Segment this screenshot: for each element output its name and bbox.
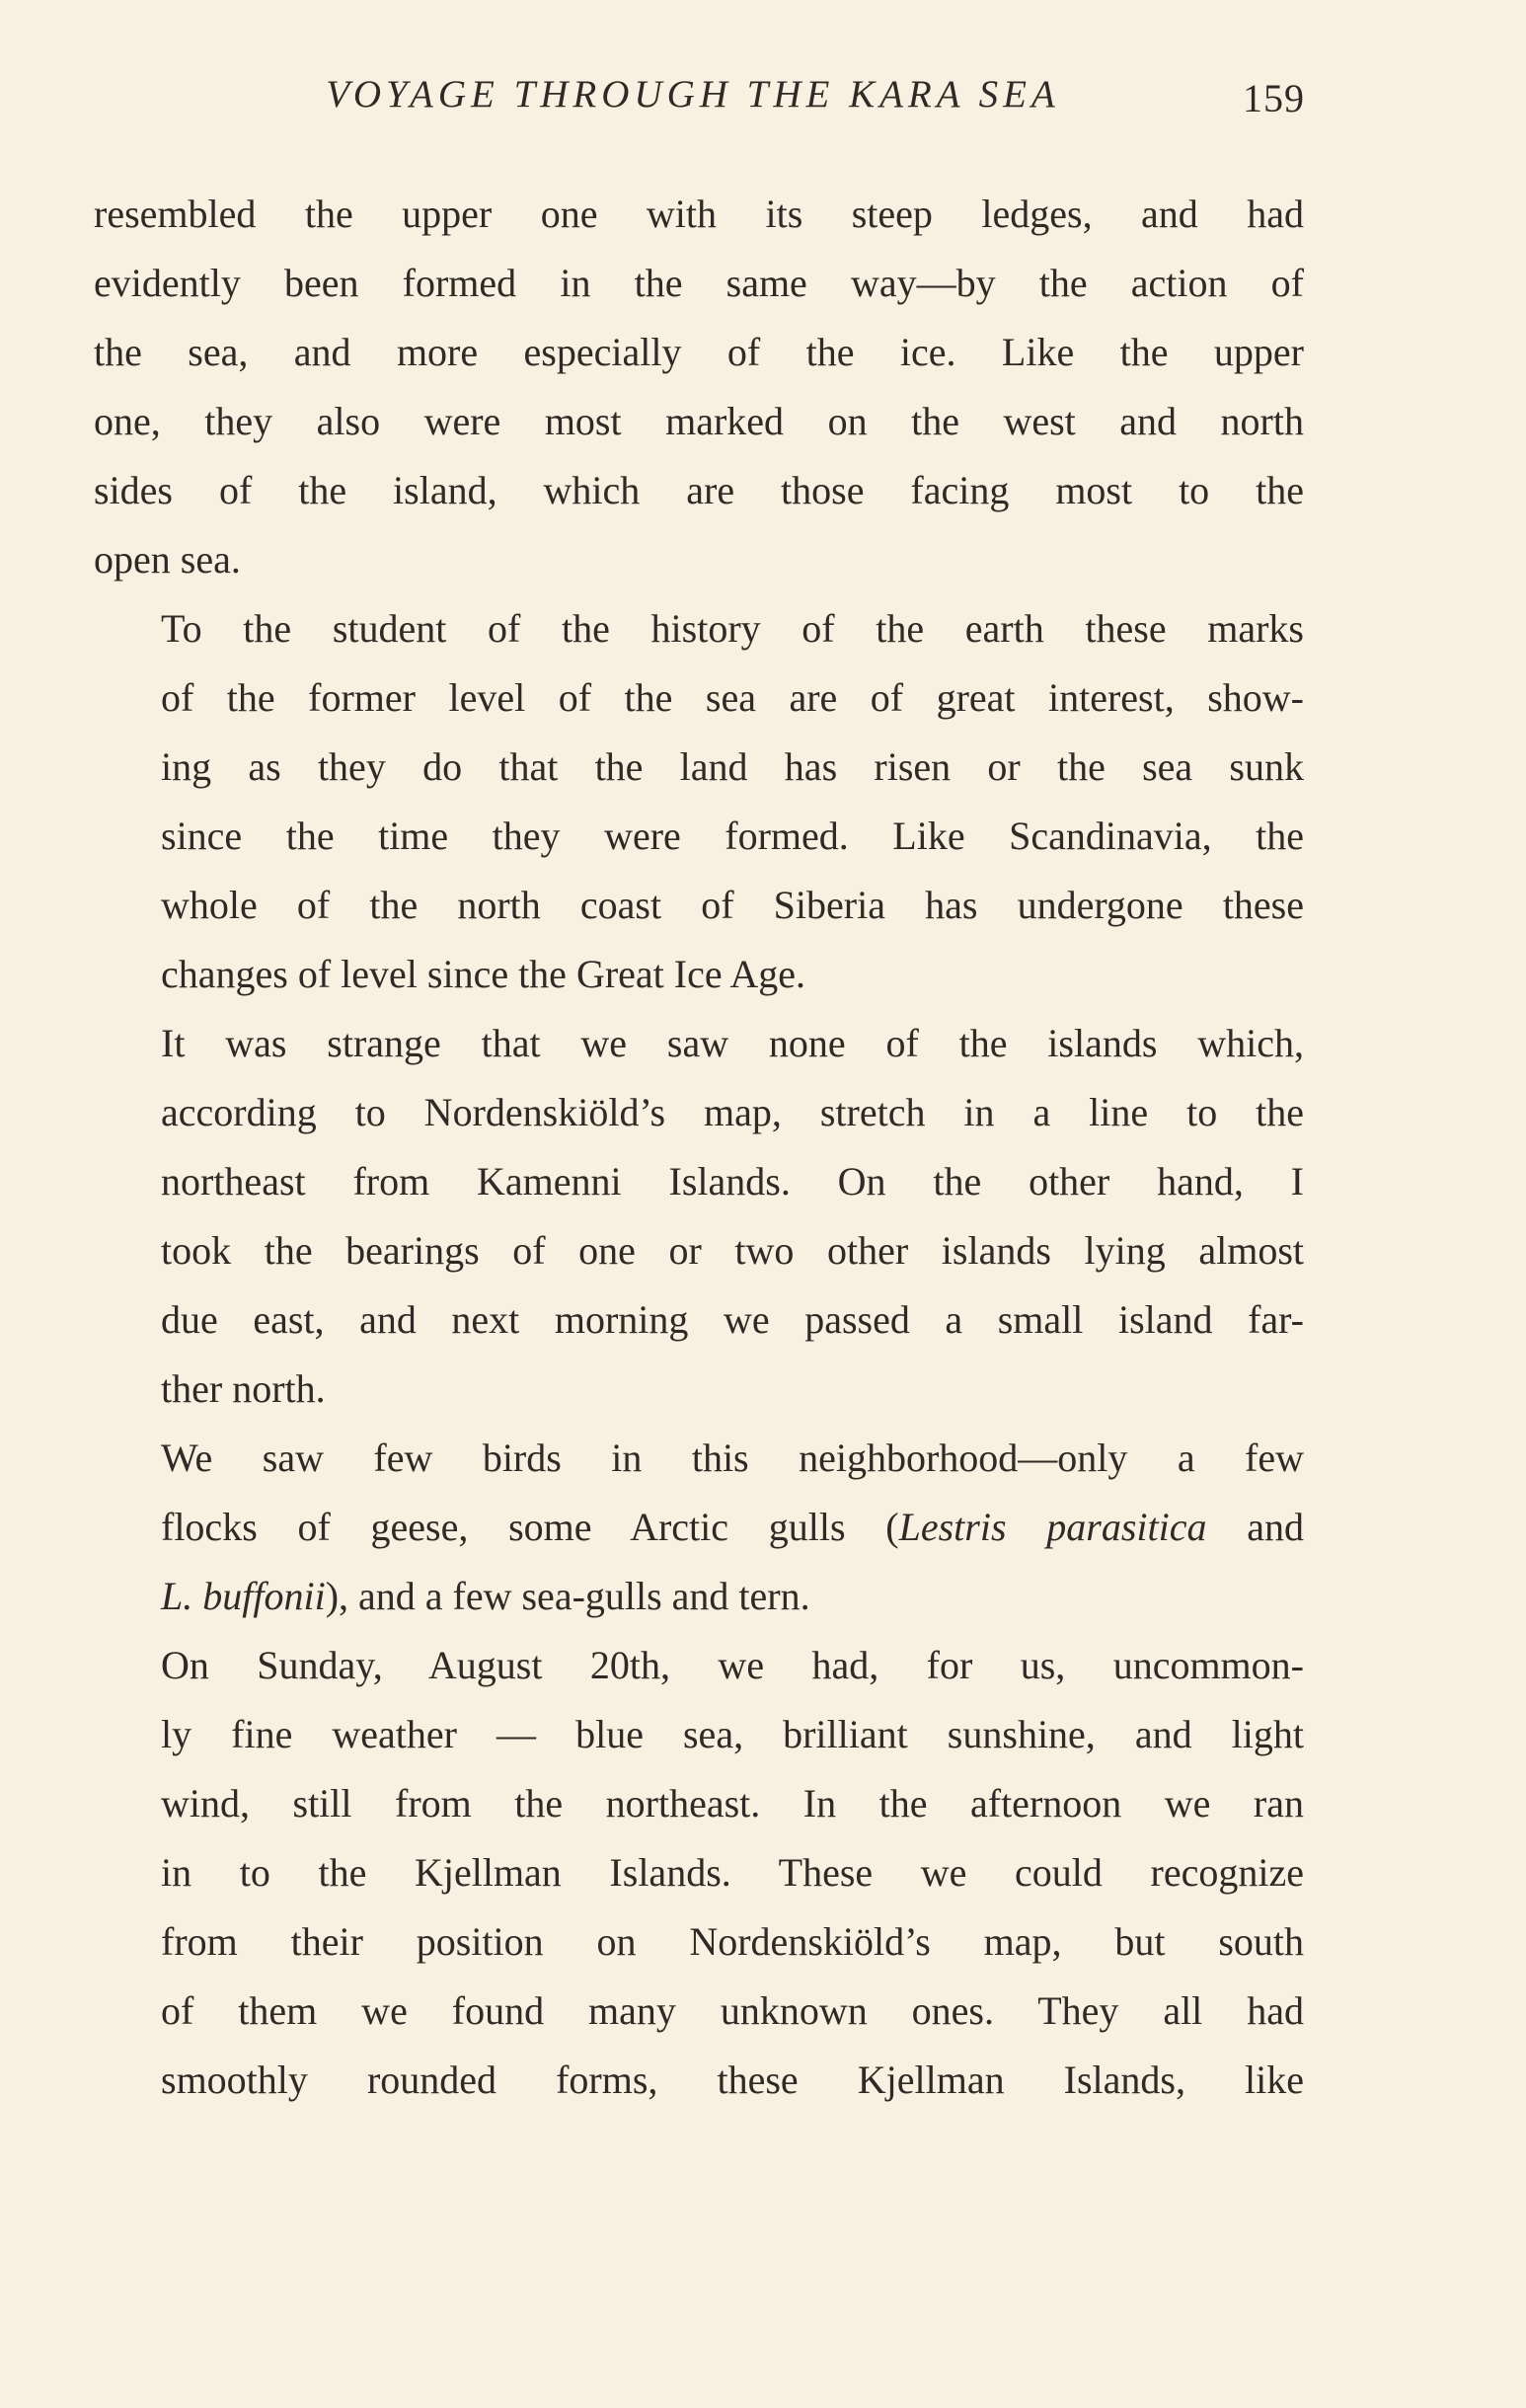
text-line: in to the Kjellman Islands. These we could recognize xyxy=(161,1850,1304,1895)
page-header xyxy=(259,71,1305,140)
paragraph xyxy=(94,1631,1304,2115)
species-name: L. buffonii xyxy=(161,1574,326,1618)
text-line: from their position on Nordenskiöld’s map, but south xyxy=(161,1919,1304,1964)
text-line: open sea. xyxy=(94,537,241,582)
text-line: We saw few birds in this neighborhood—only a few xyxy=(161,1436,1304,1480)
text-fragment: and xyxy=(1206,1505,1304,1549)
text-line: northeast from Kamenni Islands. On the other hand, I xyxy=(161,1159,1304,1204)
text-line: To the student of the history of the earth these marks xyxy=(161,606,1304,651)
text-line: took the bearings of one or two other islands lying almost xyxy=(161,1228,1304,1273)
text-line: It was strange that we saw none of the islands which, xyxy=(161,1021,1304,1065)
text-line: of them we found many unknown ones. They all had xyxy=(161,1988,1304,2033)
text-line: of the former level of the sea are of great interest, show- xyxy=(161,675,1304,720)
text-line: due east, and next morning we passed a small island far- xyxy=(161,1297,1304,1342)
text-line: evidently been formed in the same way—by the action of xyxy=(94,261,1304,305)
text-line: changes of level since the Great Ice Age. xyxy=(161,952,806,996)
paragraph xyxy=(94,180,1304,594)
text-line: sides of the island, which are those facing most to the xyxy=(94,468,1304,512)
text-line: ly fine weather — blue sea, brilliant sunshine, and light xyxy=(161,1712,1304,1756)
text-line: ther north. xyxy=(161,1366,326,1411)
text-line: the sea, and more especially of the ice. Like the upper xyxy=(94,330,1304,374)
text-line: resembled the upper one with its steep ledges, and had xyxy=(94,192,1304,236)
text-line: one, they also were most marked on the west and north xyxy=(94,399,1304,443)
text-line: On Sunday, August 20th, we had, for us, uncommon- xyxy=(161,1643,1304,1687)
text-line: whole of the north coast of Siberia has undergone these xyxy=(161,883,1304,927)
body-text xyxy=(94,180,1304,2115)
text-line xyxy=(94,1493,1304,1562)
text-line xyxy=(94,1562,1304,1631)
page-number: 159 xyxy=(1243,76,1305,120)
running-title: VOYAGE THROUGH THE KARA SEA xyxy=(326,73,1060,116)
species-name: Lestris parasitica xyxy=(898,1505,1207,1549)
text-fragment: flocks of geese, some Arctic gulls ( xyxy=(161,1505,899,1549)
paragraph xyxy=(94,1424,1304,1631)
text-line: ing as they do that the land has risen or the sea sunk xyxy=(161,744,1304,789)
text-line: wind, still from the northeast. In the afternoon we ran xyxy=(161,1781,1304,1825)
text-fragment: ), and a few sea-gulls and tern. xyxy=(325,1574,810,1618)
paragraph xyxy=(94,594,1304,1009)
paragraph xyxy=(94,1009,1304,1424)
text-line: according to Nordenskiöld’s map, stretch in a line to the xyxy=(161,1090,1304,1134)
text-line: since the time they were formed. Like Scandinavia, the xyxy=(161,814,1304,858)
text-line: smoothly rounded forms, these Kjellman Islands, like xyxy=(161,2058,1304,2102)
